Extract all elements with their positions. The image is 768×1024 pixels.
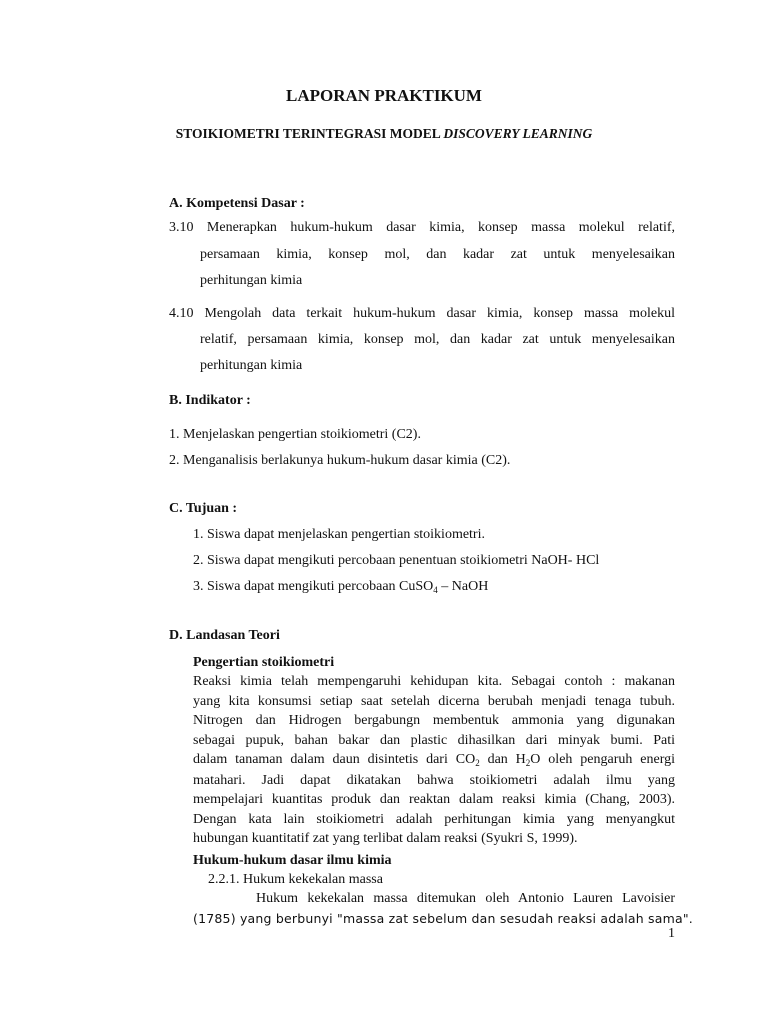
section-b-heading: B. Indikator : (169, 393, 251, 408)
indikator-item-1: 1. Menjelaskan pengertian stoikiometri (C2). (169, 427, 421, 442)
paragraph-pengertian (193, 672, 675, 849)
paragraph-line: yang kita konsumsi setiap saat setelah dicerna berubah menjadi tenaga tubuh. (193, 693, 675, 709)
line-part: dan H (479, 752, 526, 767)
paragraph-line: Reaksi kimia telah mempengaruhi kehidupan kita. Sebagai contoh : makanan (193, 674, 675, 689)
section-a-heading: A. Kompetensi Dasar : (169, 196, 305, 211)
h2o-subscript: 2 (525, 758, 531, 768)
paragraph-line: matahari. Jadi dapat dikatakan bahwa stoikiometri adalah ilmu yang (193, 772, 675, 788)
indikator-item-2: 2. Menganalisis berlakunya hukum-hukum dasar kimia (C2). (169, 453, 511, 468)
paragraph-line: hubungan kuantitatif zat yang terlibat dalam reaksi (Syukri S, 1999). (193, 831, 578, 846)
subheading-hukum: Hukum-hukum dasar ilmu kimia (193, 853, 392, 868)
line-part: dalam tanaman dalam daun disintetis dari CO (193, 752, 476, 767)
paragraph-line: sebagai pupuk, bahan bakar dan plastic dihasilkan dari minyak bumi. Pati (193, 732, 675, 748)
line-part: O oleh pengaruh energi (530, 752, 675, 767)
paragraph-line: Hukum kekekalan massa ditemukan oleh Antonio Lauren Lavoisier (256, 891, 675, 906)
tujuan-item-3 (193, 579, 488, 595)
paragraph-line: mempelajari kuantitas produk dan reaktan dalam reaksi kimia (Chang, 2003). (193, 792, 675, 807)
kd1-line1: 3.10 Menerapkan hukum-hukum dasar kimia, konsep massa molekul relatif, (169, 220, 675, 235)
tujuan-item-2: 2. Siswa dapat mengikuti percobaan penentuan stoikiometri NaOH- HCl (193, 553, 600, 568)
page-number: 1 (668, 926, 675, 941)
subheading-pengertian: Pengertian stoikiometri (193, 655, 335, 670)
paragraph-line (193, 750, 675, 771)
paragraph-line: (1785) yang berbunyi "massa zat sebelum dan sesudah reaksi adalah sama". (193, 911, 693, 926)
co2-subscript: 2 (475, 758, 480, 768)
subtitle-plain: STOIKIOMETRI TERINTEGRASI MODEL (175, 126, 444, 141)
section-d-heading: D. Landasan Teori (169, 628, 280, 643)
kd1-line2: persamaan kimia, konsep mol, dan kadar zat untuk menyelesaikan (200, 247, 675, 262)
document-title: LAPORAN PRAKTIKUM (286, 86, 482, 105)
kd2-line1: 4.10 Mengolah data terkait hukum-hukum dasar kimia, konsep massa molekul (169, 306, 675, 321)
tujuan-item-3-subscript: 4 (433, 585, 438, 595)
kd2-line3: perhitungan kimia (200, 358, 303, 373)
document-subtitle (0, 126, 768, 142)
kd1-line3: perhitungan kimia (200, 273, 303, 288)
kd2-line2: relatif, persamaan kimia, konsep mol, dan kadar zat untuk menyelesaikan (200, 332, 675, 347)
numbered-heading: 2.2.1. Hukum kekekalan massa (208, 872, 383, 887)
tujuan-item-3-text: 3. Siswa dapat mengikuti percobaan CuSO (193, 579, 434, 594)
subtitle-italic: DISCOVERY LEARNING (443, 126, 593, 141)
paragraph-line: Dengan kata lain stoikiometri adalah perhitungan kimia yang menyangkut (193, 811, 675, 827)
section-c-heading: C. Tujuan : (169, 501, 238, 516)
paragraph-line: Nitrogen dan Hidrogen bergabungn membentuk ammonia yang digunakan (193, 713, 675, 728)
tujuan-item-1: 1. Siswa dapat menjelaskan pengertian stoikiometri. (193, 527, 485, 542)
tujuan-item-3-suffix: – NaOH (437, 579, 489, 594)
